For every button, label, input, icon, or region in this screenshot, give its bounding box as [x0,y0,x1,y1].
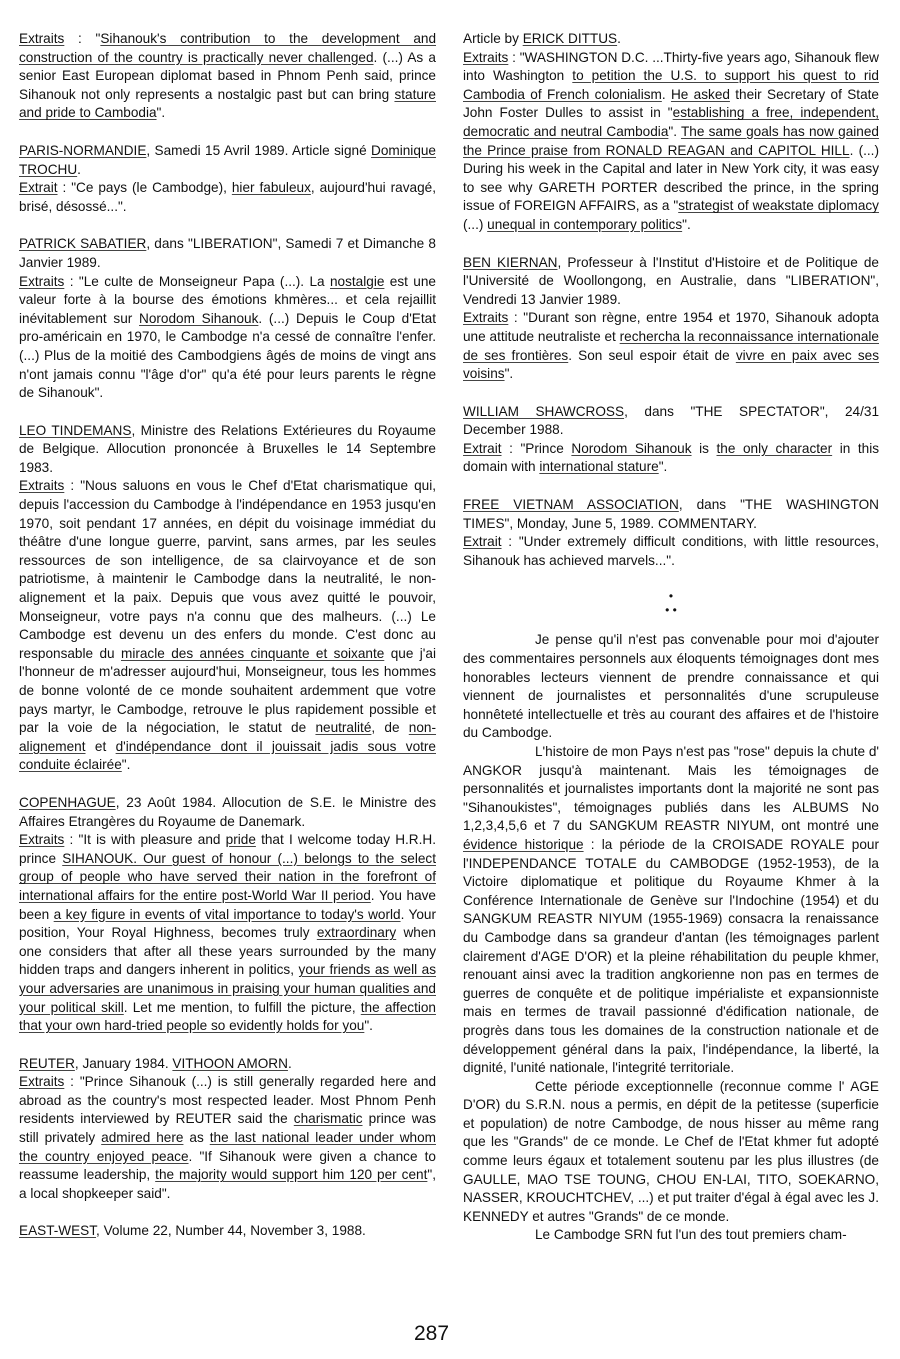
entry-east-west [19,1222,436,1241]
text-run: in this domain with [463,440,880,475]
underlined-text: évidence historique [463,836,584,852]
underlined-text: the last national leader under whom the country enjoyed peace [19,1130,436,1164]
text-run: as [183,1130,210,1146]
entry-ben-kiernan [463,254,879,384]
underlined-text: Extraits [463,310,509,326]
citation-source [19,30,436,123]
underlined-text: Extraits [19,273,65,289]
text-run: , Samedi 15 Avril 1989. Article signé [146,142,372,158]
underlined-text: Extraits [19,478,65,494]
text-run: ". [682,216,691,232]
underlined-text: the affection that your own hard-tried people so evidently holds for you [19,999,436,1034]
text-run: ", a local shopkeeper said". [19,1167,436,1201]
text-run: : "Nous saluons en vous le Chef d'Etat charismatique qui, depuis l'accession du Cambodge à l'indépendance en 1953 jusqu'en 1970, soit pendant 17 années, en dépit du voisinage immédiat du théâtre d'une longue guerre, parvint, sans armes, par les seules ressources de son intelligence, de sa clairvoyance et de son patriotisme, à maintenir le Cambodge dans la neutralité, le non-alignement et la paix. Depuis que vous avez quitté le pouvoir, Monseigneur, votre pays n'a connu que des malheurs. (...) Le Cambodge est devenu un des enfers du monde. C'est donc au responsable du [19,478,436,661]
citation-source [19,422,436,478]
citation-source [19,235,436,272]
text-run: , January 1984. [74,1055,173,1071]
citation-source [19,794,436,831]
text-run: . (...) As a senior East European diplomat based in Phnom Penh said, prince Sihanouk not only represents a nostalgic past but can bring [19,49,436,102]
text-run: ". [504,366,514,382]
underlined-text: Dominique TROCHU [19,142,436,177]
text-run: when one considers that after all these years surrounded by the many hidden traps and dangers inherent in politics, [19,925,436,978]
entry-reuter [19,1055,436,1204]
text-run: : " [64,31,101,46]
right-entries [463,30,879,570]
body-paragraph: Le Cambodge SRN fut l'un des tout premiers cham- [535,1227,847,1243]
underlined-text: admired here [101,1130,184,1146]
left-column [19,30,436,1260]
entry-paris-normandie [19,142,436,216]
citation-source [19,1222,436,1241]
entry-erick-dittus [463,30,879,235]
underlined-text: the only character [716,440,833,456]
text-run: : "It is with pleasure and [64,832,226,848]
text-run: , 23 Août 1984. Allocution de S.E. le Ministre des Affaires Etrangères du Royaume de Danemark. [19,794,436,829]
text-run: : "Prince [501,440,572,456]
entry-extraits-stature [19,30,436,123]
text-run: : "Le culte de Monseigneur Papa (...). La [64,273,330,289]
body-paragraph: Cette période exceptionnelle (reconnue comme l' AGE D'OR) du S.R.N. nous a permis, en dépit de la petitesse (superficie et population) de notre Cambodge, de nous hisser au même rang que les "Grands" de ce monde. Le Chef de l'Etat khmer fut adopté comme leurs égaux et totalement soutenu par les plus illustres (de GAULLE, MAO TSE TOUNG, CHOU EN-LAI, TITO, SOEKARNO, NASSER, KROUCHTCHEV, ...) et put traiter d'égal à égal avec les J. KENNEDY et autres "Grands" de ce monde. [463,1078,879,1224]
underlined-text: charismatic [293,1111,363,1127]
underlined-text: strategist of weakstate diplomacy [678,198,879,214]
text-run: que j'ai l'honneur de m'adresser aujourd'hui, Monseigneur, tous les hommes de bonne volonté de ce monde souhaitent ardemment que votre pays martyr, le Cambodge, retrouve le plus rapidement possible et par la voie de la négociation, le statut de [19,645,436,736]
text-run: : la période de la CROISADE ROYALE pour l'INDEPENDANCE TOTALE du CAMBODGE (1952-1953), de la Victoire diplomatique et politique du Royaume Khmer à la Conférence Internationale de Genève sur l'Indochine (1954) et du SANGKUM REASTR NIYUM (1955-1969) consacra la renaissance du Cambodge dans sa grandeur d'antan (les témoignages parlent clairement d'AGE D'OR) et la pleine réhabilitation du peuple khmer, renouant ainsi avec la tradition angkorienne non pas en termes de guerres de conquête et de politique impérialiste et expansionniste mais en termes de travail passionné d'édification nationale, de progrès dans tous les domaines de la construction nationale et de développement général dans la paix, l'indépendance, la liberté, la dignité, l'unité nationale, l'integrité territoriale. [463,836,879,1076]
underlined-text: Extraits [19,1074,65,1090]
underlined-text: nostalgie [329,273,385,289]
text-run: : "WASHINGTON D.C. ...Thirty-five years ago, Sihanouk flew into Washington [463,49,879,84]
underlined-text: ERICK DITTUS [522,31,618,46]
underlined-text: VITHOON AMORN [172,1055,288,1071]
underlined-text: pride [225,832,256,848]
right-column [463,30,879,1245]
separator-dot-top: • [668,589,674,604]
text-run: . "If Sihanouk were given a chance to reassume leadership, [19,1148,436,1183]
citation-source [19,142,436,179]
underlined-text: Extrait [19,180,58,196]
underlined-text: Extraits [19,31,65,46]
text-run: , dans "THE WASHINGTON TIMES", Monday, June 5, 1989. COMMENTARY. [463,497,879,531]
text-run: : "Durant son règne, entre 1954 et 1970, Sihanouk adopta une attitude neutraliste et [463,310,879,344]
citation-excerpt [463,49,879,235]
text-run: , dans "LIBERATION", Samedi 7 et Dimanche 8 Janvier 1989. [19,236,436,270]
citation-excerpt [463,440,879,477]
text-run: . Your position, Your Royal Highness, becomes truly [19,906,436,941]
underlined-text: hier fabuleux [231,180,311,196]
underlined-text: Extraits [463,49,509,65]
citation-excerpt [19,179,436,216]
text-run: , de [371,720,409,736]
text-run: their Secretary of State John Foster Dulles to assist in " [463,86,879,121]
citation-excerpt [19,1073,436,1203]
underlined-text: to petition the U.S. to support his quest to rid Cambodia of French colonialism [463,68,879,102]
text-run: ". [658,459,668,475]
entry-leo-tindemans [19,422,436,775]
text-run: Article by [463,31,523,46]
underlined-text: d'indépendance dont il jouissait jadis sous votre conduite éclairée [19,738,436,773]
text-run: is [691,440,717,456]
underlined-text: Extrait [463,534,502,550]
underlined-text: FREE VIETNAM ASSOCIATION [463,497,679,513]
citation-source [463,496,879,533]
underlined-text: Sihanouk's contribution to the development and construction of the country is practically never challenged [19,31,437,65]
underlined-text: stature and pride to Cambodia [19,86,436,121]
underlined-text: BEN KIERNAN [463,254,558,270]
citation-source [463,403,879,440]
citation-excerpt [463,309,879,383]
text-run: ". [156,105,166,121]
underlined-text: vivre en paix avec ses voisins [463,347,880,382]
underlined-text: The same goals has now gained the Prince praise from RONALD REAGAN and CAPITOL HILL [463,123,879,158]
text-run: that I welcome today H.R.H. prince [19,832,436,866]
underlined-text: miracle des années cinquante et soixante [121,645,385,661]
citation-excerpt [19,831,436,1036]
text-run: , dans "THE SPECTATOR", 24/31 December 1988. [463,403,880,438]
text-run: est une valeur forte à la bourse des émotions khmères... et cela rejaillit inévitablement sur [19,273,436,326]
text-run: prince was still privately [19,1111,436,1146]
underlined-text: Norodom Sihanouk [571,440,692,456]
citation-excerpt [19,477,436,775]
text-run: et [85,738,116,754]
text-run: L'histoire de mon Pays n'est pas "rose" depuis la chute d' ANGKOR jusqu'à maintenant. Mais les témoignages de personnalités et journalistes importants dont la majorité ne sont pas "Sihanoukistes", témoignages publiés dans les ALBUMS No 1,2,3,4,5,6 et 7 du SANGKUM REASTR NIYUM, ont montré une [463,744,879,834]
text-run: : "Prince Sihanouk (...) is still generally regarded here and abroad as the country's most respected leader. Most Phnom Penh residents interviewed by REUTER said the [19,1074,436,1127]
text-run: . [617,31,621,46]
underlined-text: PARIS-NORMANDIE [19,142,147,158]
underlined-text: your friends as well as your adversaries are unanimous in praising your human qualities and your political skill [19,962,436,1015]
underlined-text: neutralité [315,720,372,736]
text-run: . Son seul espoir était de [568,347,736,363]
text-run: : "Under extremely difficult conditions, with little resources, Sihanouk has achieved marvels...". [463,534,879,568]
text-run: . (...) During his week in the Capital and later in New York city, it was easy to see why GARETH PORTER described the prince, in the spring issue of FOREIGN AFFAIRS, as a " [463,142,879,214]
body-paragraph: Je pense qu'il n'est pas convenable pour moi d'ajouter des commentaires personnels aux éloquents témoignages dont mes honorables lecteurs viennent de prendre connaissance et qui viennent de journalistes et personnalités d'une scrupuleuse honnêteté intellectuelle et très au courant des affaires et de l'histoire du Cambodge. [463,632,879,741]
entry-copenhague [19,794,436,1036]
separator-dots-bottom: • • [665,603,677,618]
underlined-text: non-alignement [19,720,437,754]
underlined-text: PATRICK SABATIER [19,236,147,252]
text-run: , Professeur à l'Institut d'Histoire et de Politique de l'Université de Woollongong, en Australie, dans "LIBERATION", Vendredi 13 Janvier 1989. [463,254,879,307]
text-run: ". [121,757,131,773]
section-separator [463,589,879,617]
underlined-text: a key figure in events of vital importance to today's world [53,906,401,922]
entry-free-vietnam-association [463,496,879,570]
underlined-text: Extrait [463,440,502,456]
text-run: ". [668,123,681,139]
underlined-text: EAST-WEST [19,1223,97,1239]
text-run: . You have been [19,887,436,922]
text-run: . [77,161,81,177]
underlined-text: He asked [670,86,730,102]
citation-excerpt [19,273,436,403]
underlined-text: establishing a free, independent, democratic and neutral Cambodia [463,105,879,139]
underlined-text: Extraits [19,832,65,848]
underlined-text: WILLIAM SHAWCROSS [463,403,625,419]
commentary-body [463,631,879,1245]
text-run: , Volume 22, Number 44, November 3, 1988. [96,1223,366,1239]
text-run: . Let me mention, to fulfill the picture, [123,999,361,1015]
underlined-text: Norodom Sihanouk [139,310,259,326]
text-run: . [287,1055,292,1071]
underlined-text: the majority would support him 120 per cent [155,1167,428,1183]
text-run: ". [364,1018,373,1034]
entry-william-shawcross [463,403,879,477]
citation-source [19,1055,436,1074]
underlined-text: LEO TINDEMANS [19,422,132,438]
underlined-text: unequal in contemporary politics [487,216,683,232]
underlined-text: SIHANOUK. Our guest of honour (...) belongs to the select group of people who have served their nation in the forefront of international affairs for the entire post-World War II period [19,850,436,903]
underlined-text: rechercha la reconnaissance internationale de ses frontières [463,328,879,363]
entry-patrick-sabatier [19,235,436,402]
text-run: , aujourd'hui ravagé, brisé, désossé...". [19,180,436,214]
underlined-text: COPENHAGUE [19,794,116,810]
text-run: : "Ce pays (le Cambodge), [57,180,232,196]
underlined-text: international stature [539,459,659,475]
page-number: 287 [414,1322,450,1345]
underlined-text: REUTER [19,1055,75,1071]
underlined-text: extraordinary [316,925,397,941]
text-run: . [661,86,671,102]
text-run: (...) [463,216,488,232]
text-run: , Ministre des Relations Extérieures du Royaume de Belgique. Allocution prononcée à Bruxelles le 14 Septembre 1983. [19,422,436,475]
body-paragraph [463,743,879,1078]
citation-source [463,254,879,310]
citation-source [463,30,879,49]
citation-excerpt [463,533,879,570]
text-run: . (...) Depuis le Coup d'Etat pro-américain en 1970, le Cambodge n'a cessé de connaître l'enfer. (...) Plus de la moitié des Cambodgiens âgés de moins de vingt ans n'ont jamais connu "l'âge d'or" qu'a été pour leurs parents le règne de Sihanouk". [19,310,436,401]
